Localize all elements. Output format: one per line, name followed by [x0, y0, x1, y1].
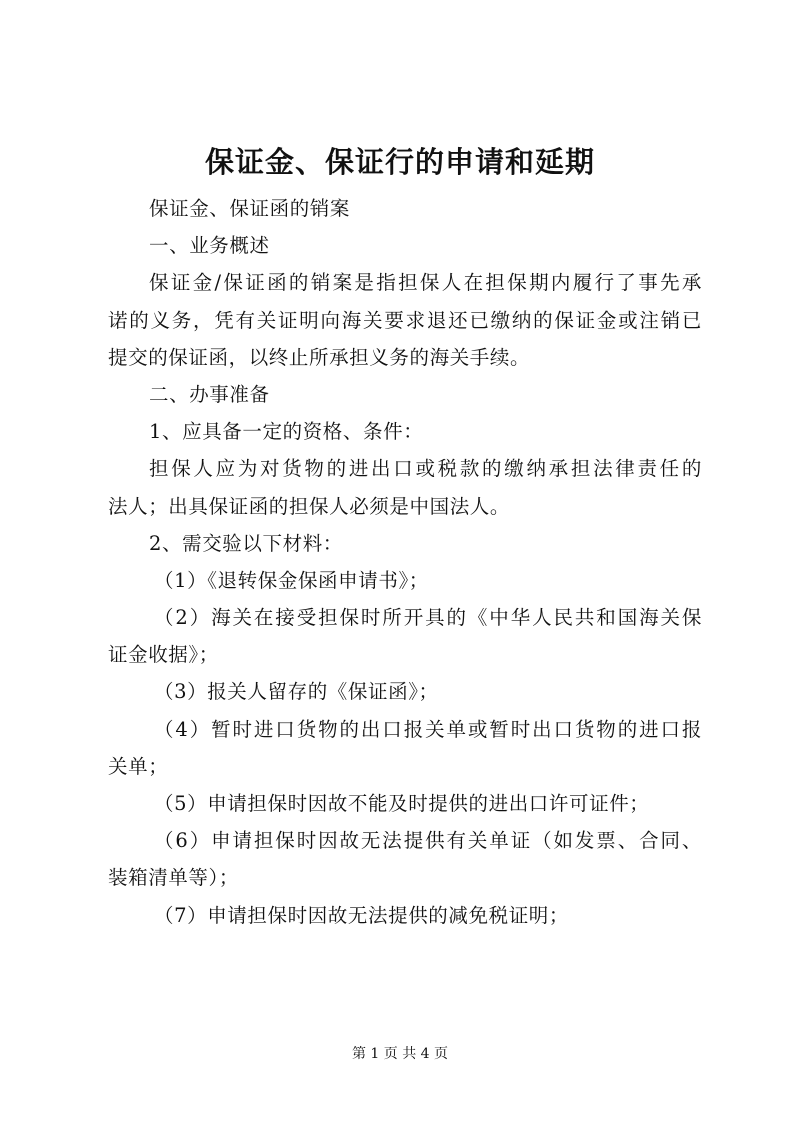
- page-number-footer: 第 1 页 共 4 页: [351, 1046, 449, 1062]
- document-body: [108, 190, 702, 934]
- section-heading-preparation: 二、办事准备: [149, 382, 270, 406]
- list-item-continuation: 装箱清单等）；: [108, 866, 239, 890]
- list-item: （5）申请担保时因故不能及时提供的进出口许可证件；: [154, 792, 650, 815]
- list-item: （4）暂时进口货物的出口报关单或暂时出口货物的进口报: [154, 717, 702, 741]
- list-item: （3）报关人留存的《保证函》；: [154, 680, 439, 704]
- list-item-continuation: 关单；: [108, 754, 169, 778]
- requirement-heading-2: 2、需交验以下材料：: [149, 531, 343, 555]
- paragraph-line: 保证金/保证函的销案是指担保人在担保期内履行了事先承: [149, 271, 702, 295]
- requirement-heading-1: 1、应具备一定的资格、条件：: [149, 420, 424, 444]
- list-item-continuation: 证金收据》；: [108, 643, 219, 667]
- section-heading-overview: 一、业务概述: [149, 234, 270, 258]
- paragraph-line: 诺的义务，凭有关证明向海关要求退还已缴纳的保证金或注销已: [108, 308, 702, 332]
- paragraph-line: 提交的保证函，以终止所承担义务的海关手续。: [108, 345, 531, 369]
- list-item: （1）《退转保金保函申请书》；: [154, 568, 429, 592]
- document-title: 保证金、保证行的申请和延期: [204, 145, 595, 179]
- list-item: （2）海关在接受担保时所开具的《中华人民共和国海关保: [154, 606, 702, 630]
- paragraph-line: 法人；出具保证函的担保人必须是中国法人。: [108, 494, 511, 518]
- paragraph-line: 担保人应为对货物的进出口或税款的缴纳承担法律责任的: [149, 457, 702, 481]
- list-item: （7）申请担保时因故无法提供的减免税证明；: [154, 903, 570, 927]
- subtitle: 保证金、保证函的销案: [149, 197, 351, 220]
- list-item: （6）申请担保时因故无法提供有关单证（如发票、合同、: [154, 829, 702, 853]
